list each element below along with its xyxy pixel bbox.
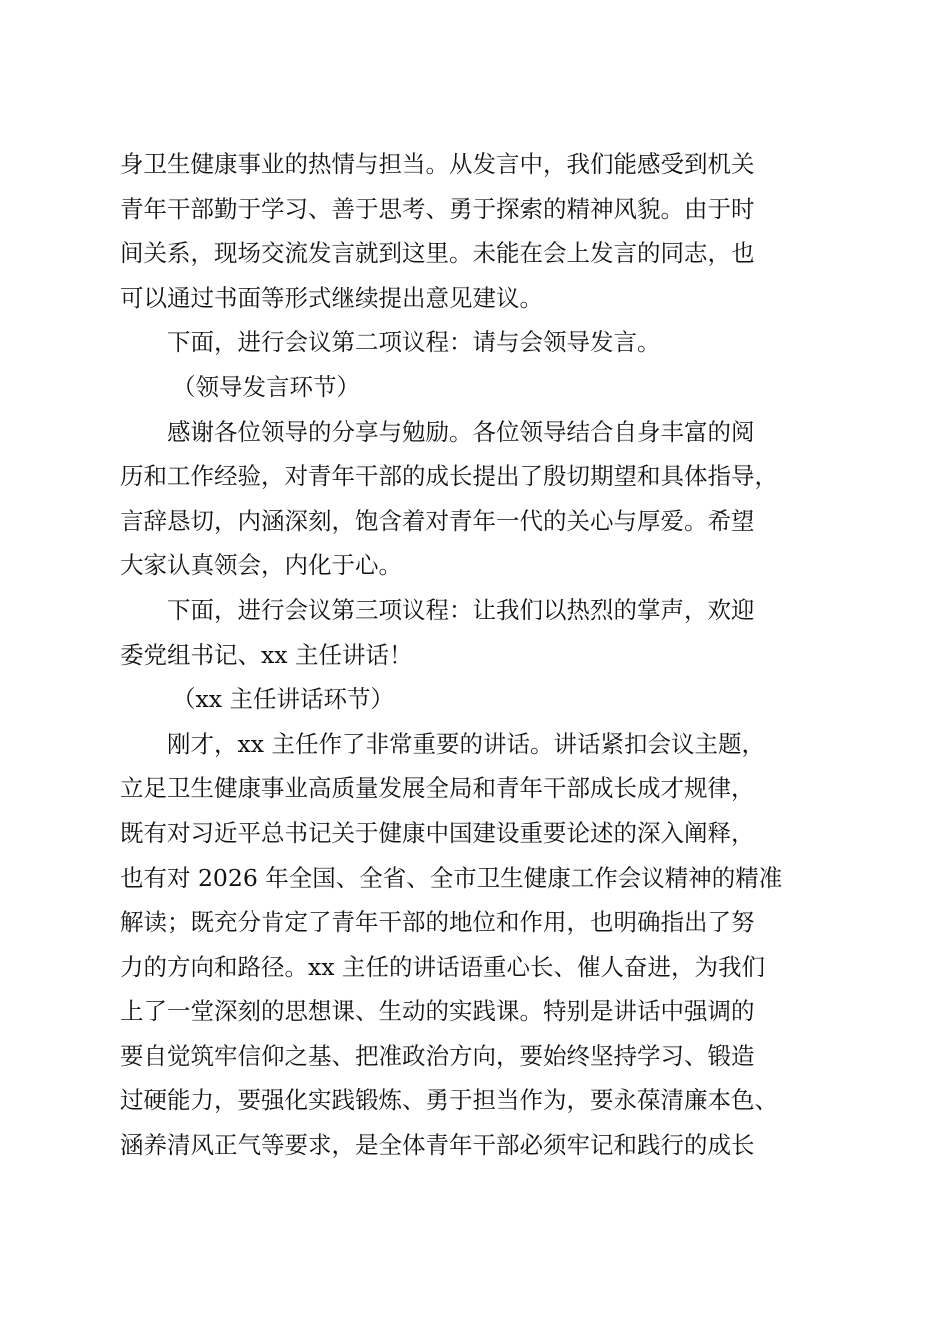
paragraph-line: 青年干部勤于学习、善于思考、勇于探索的精神风貌。由于时 [120, 194, 755, 223]
paragraph-line: 解读；既充分肯定了青年干部的地位和作用，也明确指出了努 [120, 908, 755, 937]
stage-direction: （领导发言环节） [172, 372, 360, 401]
paragraph-line: 也有对 2026 年全国、全省、全市卫生健康工作会议精神的精准 [120, 863, 783, 892]
paragraph-line: 可以通过书面等形式继续提出意见建议。 [120, 283, 543, 312]
paragraph-line: 力的方向和路径。xx 主任的讲话语重心长、催人奋进，为我们 [120, 952, 765, 981]
paragraph-line: 涵养清风正气等要求，是全体青年干部必须牢记和践行的成长 [120, 1131, 755, 1160]
paragraph-line: 感谢各位领导的分享与勉励。各位领导结合自身丰富的阅 [167, 417, 755, 446]
paragraph-line: 身卫生健康事业的热情与担当。从发言中，我们能感受到机关 [120, 150, 755, 178]
paragraph-line: 要自觉筑牢信仰之基、把准政治方向，要始终坚持学习、锻造 [120, 1041, 755, 1070]
document-page [120, 142, 832, 1168]
stage-direction: （xx 主任讲话环节） [172, 685, 394, 714]
paragraph-line: 过硬能力，要强化实践锻炼、勇于担当作为，要永葆清廉本色、 [120, 1086, 778, 1115]
paragraph-line: 立足卫生健康事业高质量发展全局和青年干部成长成才规律， [120, 774, 755, 803]
paragraph-line: 历和工作经验，对青年干部的成长提出了殷切期望和具体指导， [120, 462, 778, 491]
paragraph-line: 大家认真领会，内化于心。 [120, 551, 402, 580]
paragraph-line: 上了一堂深刻的思想课、生动的实践课。特别是讲话中强调的 [120, 997, 755, 1026]
paragraph-line: 委党组书记、xx 主任讲话！ [120, 640, 413, 669]
paragraph-line: 间关系，现场交流发言就到这里。未能在会上发言的同志，也 [120, 239, 755, 268]
paragraph-line: 言辞恳切，内涵深刻，饱含着对青年一代的关心与厚爱。希望 [120, 506, 755, 535]
paragraph-line: 刚才，xx 主任作了非常重要的讲话。讲话紧扣会议主题， [167, 729, 765, 758]
paragraph-line: 既有对习近平总书记关于健康中国建设重要论述的深入阐释， [120, 818, 755, 847]
paragraph-line: 下面，进行会议第二项议程：请与会领导发言。 [167, 328, 661, 357]
paragraph-line: 下面，进行会议第三项议程：让我们以热烈的掌声，欢迎 [167, 595, 755, 624]
